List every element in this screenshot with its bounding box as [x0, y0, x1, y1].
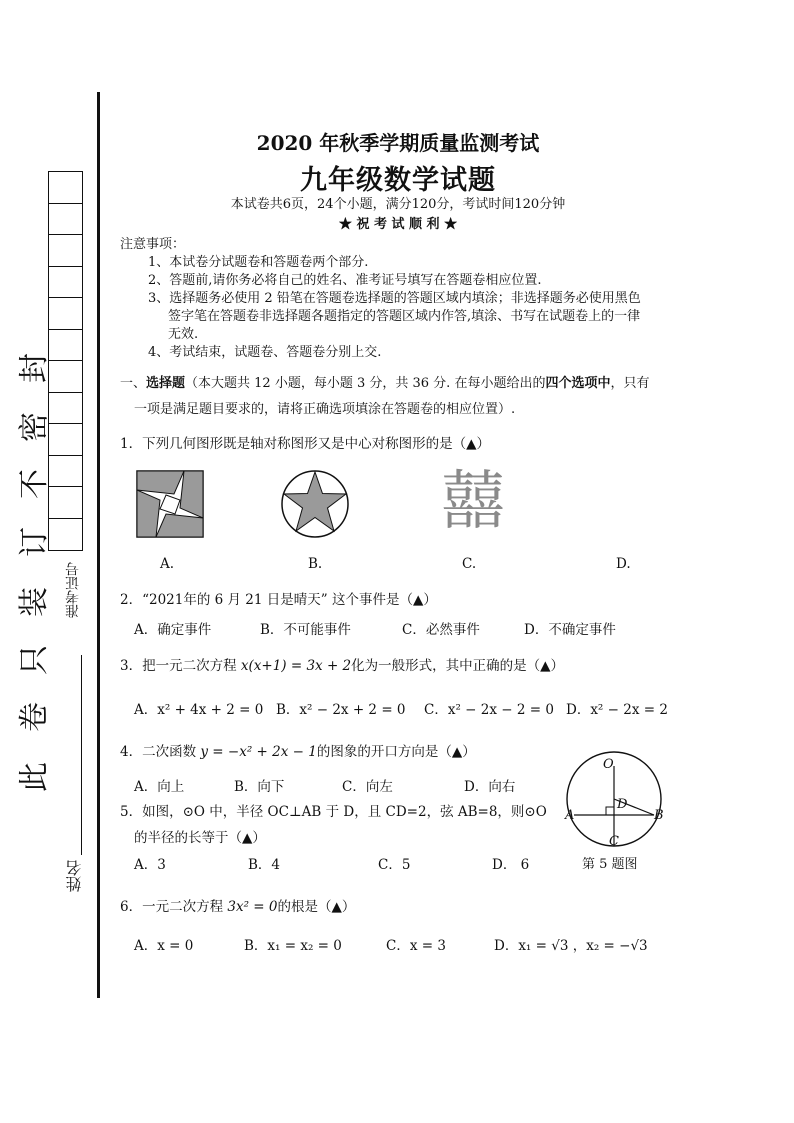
- q4-text: 4．二次函数 y = −x² + 2x − 1的图象的开口方向是（▲）: [120, 744, 476, 760]
- notes-heading: 注意事项：: [120, 237, 186, 252]
- q4-equation: y = −x² + 2x − 1: [200, 744, 317, 760]
- binding-char-1: 此: [17, 762, 52, 792]
- binding-char-8: 封: [17, 353, 52, 383]
- note-item-2: 2、答题前,请你务必将自己的姓名、准考证号填写在答题卷相应位置.: [148, 273, 542, 288]
- binding-char-3: 只: [17, 645, 52, 675]
- q3-option-c: C．x² − 2x − 2 = 0: [424, 702, 554, 718]
- name-label: 姓名: [65, 860, 84, 892]
- note-item-3: 3、选择题务必使用 2 铅笔在答题卷选择题的答题区域内填涂；非选择题务必使用黑色: [148, 291, 641, 306]
- note-item-3-end: 无效.: [168, 327, 199, 342]
- q6-option-a: A．x = 0: [134, 938, 194, 954]
- q2-option-d: D．不确定事件: [524, 622, 616, 638]
- q6-option-b: B．x₁ = x₂ = 0: [244, 938, 342, 954]
- id-number-label: 准考证号: [65, 562, 81, 618]
- q1-label-d: D.: [616, 556, 631, 572]
- q4-option-c: C．向左: [342, 779, 393, 795]
- section1-heading: 一、选择题（本大题共 12 小题，每小题 3 分，共 36 分. 在每小题给出的四个选项中，只有: [120, 376, 650, 391]
- binding-char-2: 卷: [17, 702, 52, 732]
- q2-text: 2．“2021年的 6 月 21 日是晴天” 这个事件是（▲）: [120, 592, 437, 608]
- q1-figure-b: [280, 469, 350, 539]
- q5-point-a: A: [565, 808, 575, 823]
- binding-line: [97, 92, 100, 998]
- q3-option-d: D．x² − 2x = 2: [566, 702, 668, 718]
- binding-char-4: 装: [17, 587, 52, 617]
- q3-option-b: B．x² − 2x + 2 = 0: [276, 702, 406, 718]
- exam-info: 本试卷共6页，24个小题，满分120分，考试时间120分钟: [230, 197, 566, 212]
- q5-option-d: D． 6: [492, 857, 530, 873]
- q5-line2: 的半径的长等于（▲）: [134, 830, 266, 846]
- q5-point-c: C: [609, 834, 619, 849]
- note-item-3-cont: 签字笔在答题卷非选择题各题指定的答题区域内作答,填涂、书写在试题卷上的一律: [168, 309, 641, 324]
- id-number-grid: [48, 171, 83, 551]
- q2-option-b: B．不可能事件: [260, 622, 351, 638]
- q1-text: 1．下列几何图形既是轴对称图形又是中心对称图形的是（▲）: [120, 436, 490, 452]
- exam-subtitle: 九年级数学试题: [300, 165, 496, 196]
- q5-point-o: O: [603, 757, 614, 772]
- q6-option-c: C．x = 3: [386, 938, 446, 954]
- q3-option-a: A．x² + 4x + 2 = 0: [134, 702, 264, 718]
- q4-option-b: B．向下: [234, 779, 285, 795]
- q5-option-a: A．3: [134, 857, 166, 873]
- q3-equation: x(x+1) = 3x + 2: [240, 658, 352, 674]
- q1-figure-a: [136, 470, 204, 538]
- q5-point-d: D: [617, 797, 628, 812]
- note-item-4: 4、考试结束，试题卷、答题卷分别上交.: [148, 345, 382, 360]
- q4-option-a: A．向上: [134, 779, 185, 795]
- q5-point-b: B: [654, 808, 664, 823]
- q1-label-b: B.: [308, 556, 323, 572]
- exam-title: 2020 年秋季学期质量监测考试: [256, 131, 540, 155]
- binding-char-5: 订: [17, 527, 52, 557]
- section1-line2: 一项是满足题目要求的，请将正确选项填涂在答题卷的相应位置）.: [134, 402, 516, 417]
- q3-text: 3．把一元二次方程 x(x+1) = 3x + 2化为一般形式，其中正确的是（▲）: [120, 658, 565, 674]
- q6-equation: 3x² = 0: [227, 899, 278, 915]
- q4-option-d: D．向右: [464, 779, 516, 795]
- q2-option-c: C．必然事件: [402, 622, 480, 638]
- q1-figure-c: 囍: [441, 465, 499, 539]
- q6-option-d: D．x₁ = √3 ，x₂ = −√3: [494, 938, 648, 954]
- q6-text: 6．一元二次方程 3x² = 0的根是（▲）: [120, 899, 356, 915]
- q5-option-c: C．5: [378, 857, 411, 873]
- name-underline: [81, 655, 82, 855]
- q1-label-a: A.: [160, 556, 175, 572]
- q5-figure-caption: 第 5 题图: [582, 857, 638, 872]
- exam-wish: ★ 祝 考 试 顺 利 ★: [338, 217, 458, 232]
- binding-char-7: 密: [17, 412, 52, 442]
- q5-option-b: B．4: [248, 857, 281, 873]
- q1-label-c: C.: [462, 556, 477, 572]
- binding-char-6: 不: [17, 469, 52, 499]
- q5-line1: 5．如图，⊙O 中，半径 OC⊥AB 于 D，且 CD=2，弦 AB=8，则⊙O: [120, 804, 547, 820]
- q2-option-a: A．确定事件: [134, 622, 212, 638]
- note-item-1: 1、本试卷分试题卷和答题卷两个部分.: [148, 255, 369, 270]
